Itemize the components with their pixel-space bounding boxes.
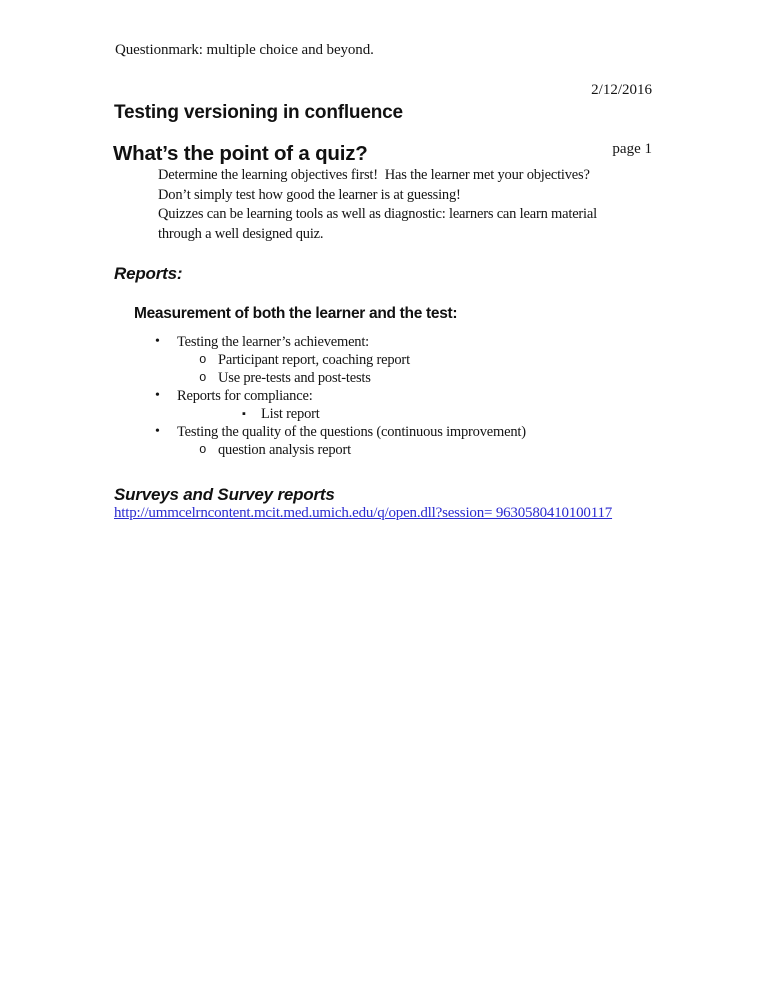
list-item bbox=[0, 423, 768, 441]
surveys-section-heading: Surveys and Survey reports bbox=[114, 485, 335, 504]
filled-bullet-icon: • bbox=[155, 334, 160, 349]
measurement-subheading: Measurement of both the learner and the test: bbox=[134, 305, 458, 322]
list-item-text: question analysis report bbox=[218, 442, 351, 458]
list-item-text: Testing the learner’s achievement: bbox=[177, 334, 370, 350]
header-date: 2/12/2016 bbox=[591, 82, 652, 98]
intro-line: through a well designed quiz. bbox=[158, 225, 324, 242]
filled-bullet-icon: • bbox=[155, 388, 160, 403]
list-item-text: Reports for compliance: bbox=[177, 388, 313, 404]
survey-session-link[interactable]: http://ummcelrncontent.mcit.med.umich.edu/q/open.dll?session= 9630580410100117 bbox=[114, 505, 613, 521]
list-item-text: Participant report, coaching report bbox=[218, 352, 410, 368]
title-point-of-quiz: What’s the point of a quiz? bbox=[113, 142, 368, 165]
list-item bbox=[0, 351, 768, 369]
list-item bbox=[0, 333, 768, 351]
intro-line: Determine the learning objectives first! Has the learner met your objectives? bbox=[158, 167, 590, 183]
square-bullet-icon: ▪ bbox=[242, 408, 246, 420]
list-item-text: Testing the quality of the questions (continuous improvement) bbox=[177, 424, 526, 440]
title-testing-versioning: Testing versioning in confluence bbox=[114, 102, 403, 123]
list-item bbox=[0, 387, 768, 405]
list-item bbox=[0, 405, 768, 423]
reports-bullet-list bbox=[0, 333, 768, 459]
intro-paragraph bbox=[158, 166, 597, 244]
list-item bbox=[0, 441, 768, 459]
intro-line: Quizzes can be learning tools as well as diagnostic: learners can learn material bbox=[158, 206, 597, 223]
list-item-text: List report bbox=[261, 406, 320, 422]
intro-line: Don’t simply test how good the learner is at guessing! bbox=[158, 186, 461, 203]
header-meta bbox=[591, 42, 652, 198]
header-page-number: page 1 bbox=[612, 140, 652, 157]
list-item-text: Use pre-tests and post-tests bbox=[218, 370, 371, 386]
filled-bullet-icon: • bbox=[155, 424, 160, 439]
reports-section-heading: Reports: bbox=[114, 264, 183, 283]
header-title: Questionmark: multiple choice and beyond. bbox=[115, 42, 374, 58]
circle-bullet-icon: o bbox=[199, 371, 207, 385]
circle-bullet-icon: o bbox=[199, 443, 207, 457]
list-item bbox=[0, 369, 768, 387]
circle-bullet-icon: o bbox=[199, 353, 207, 367]
